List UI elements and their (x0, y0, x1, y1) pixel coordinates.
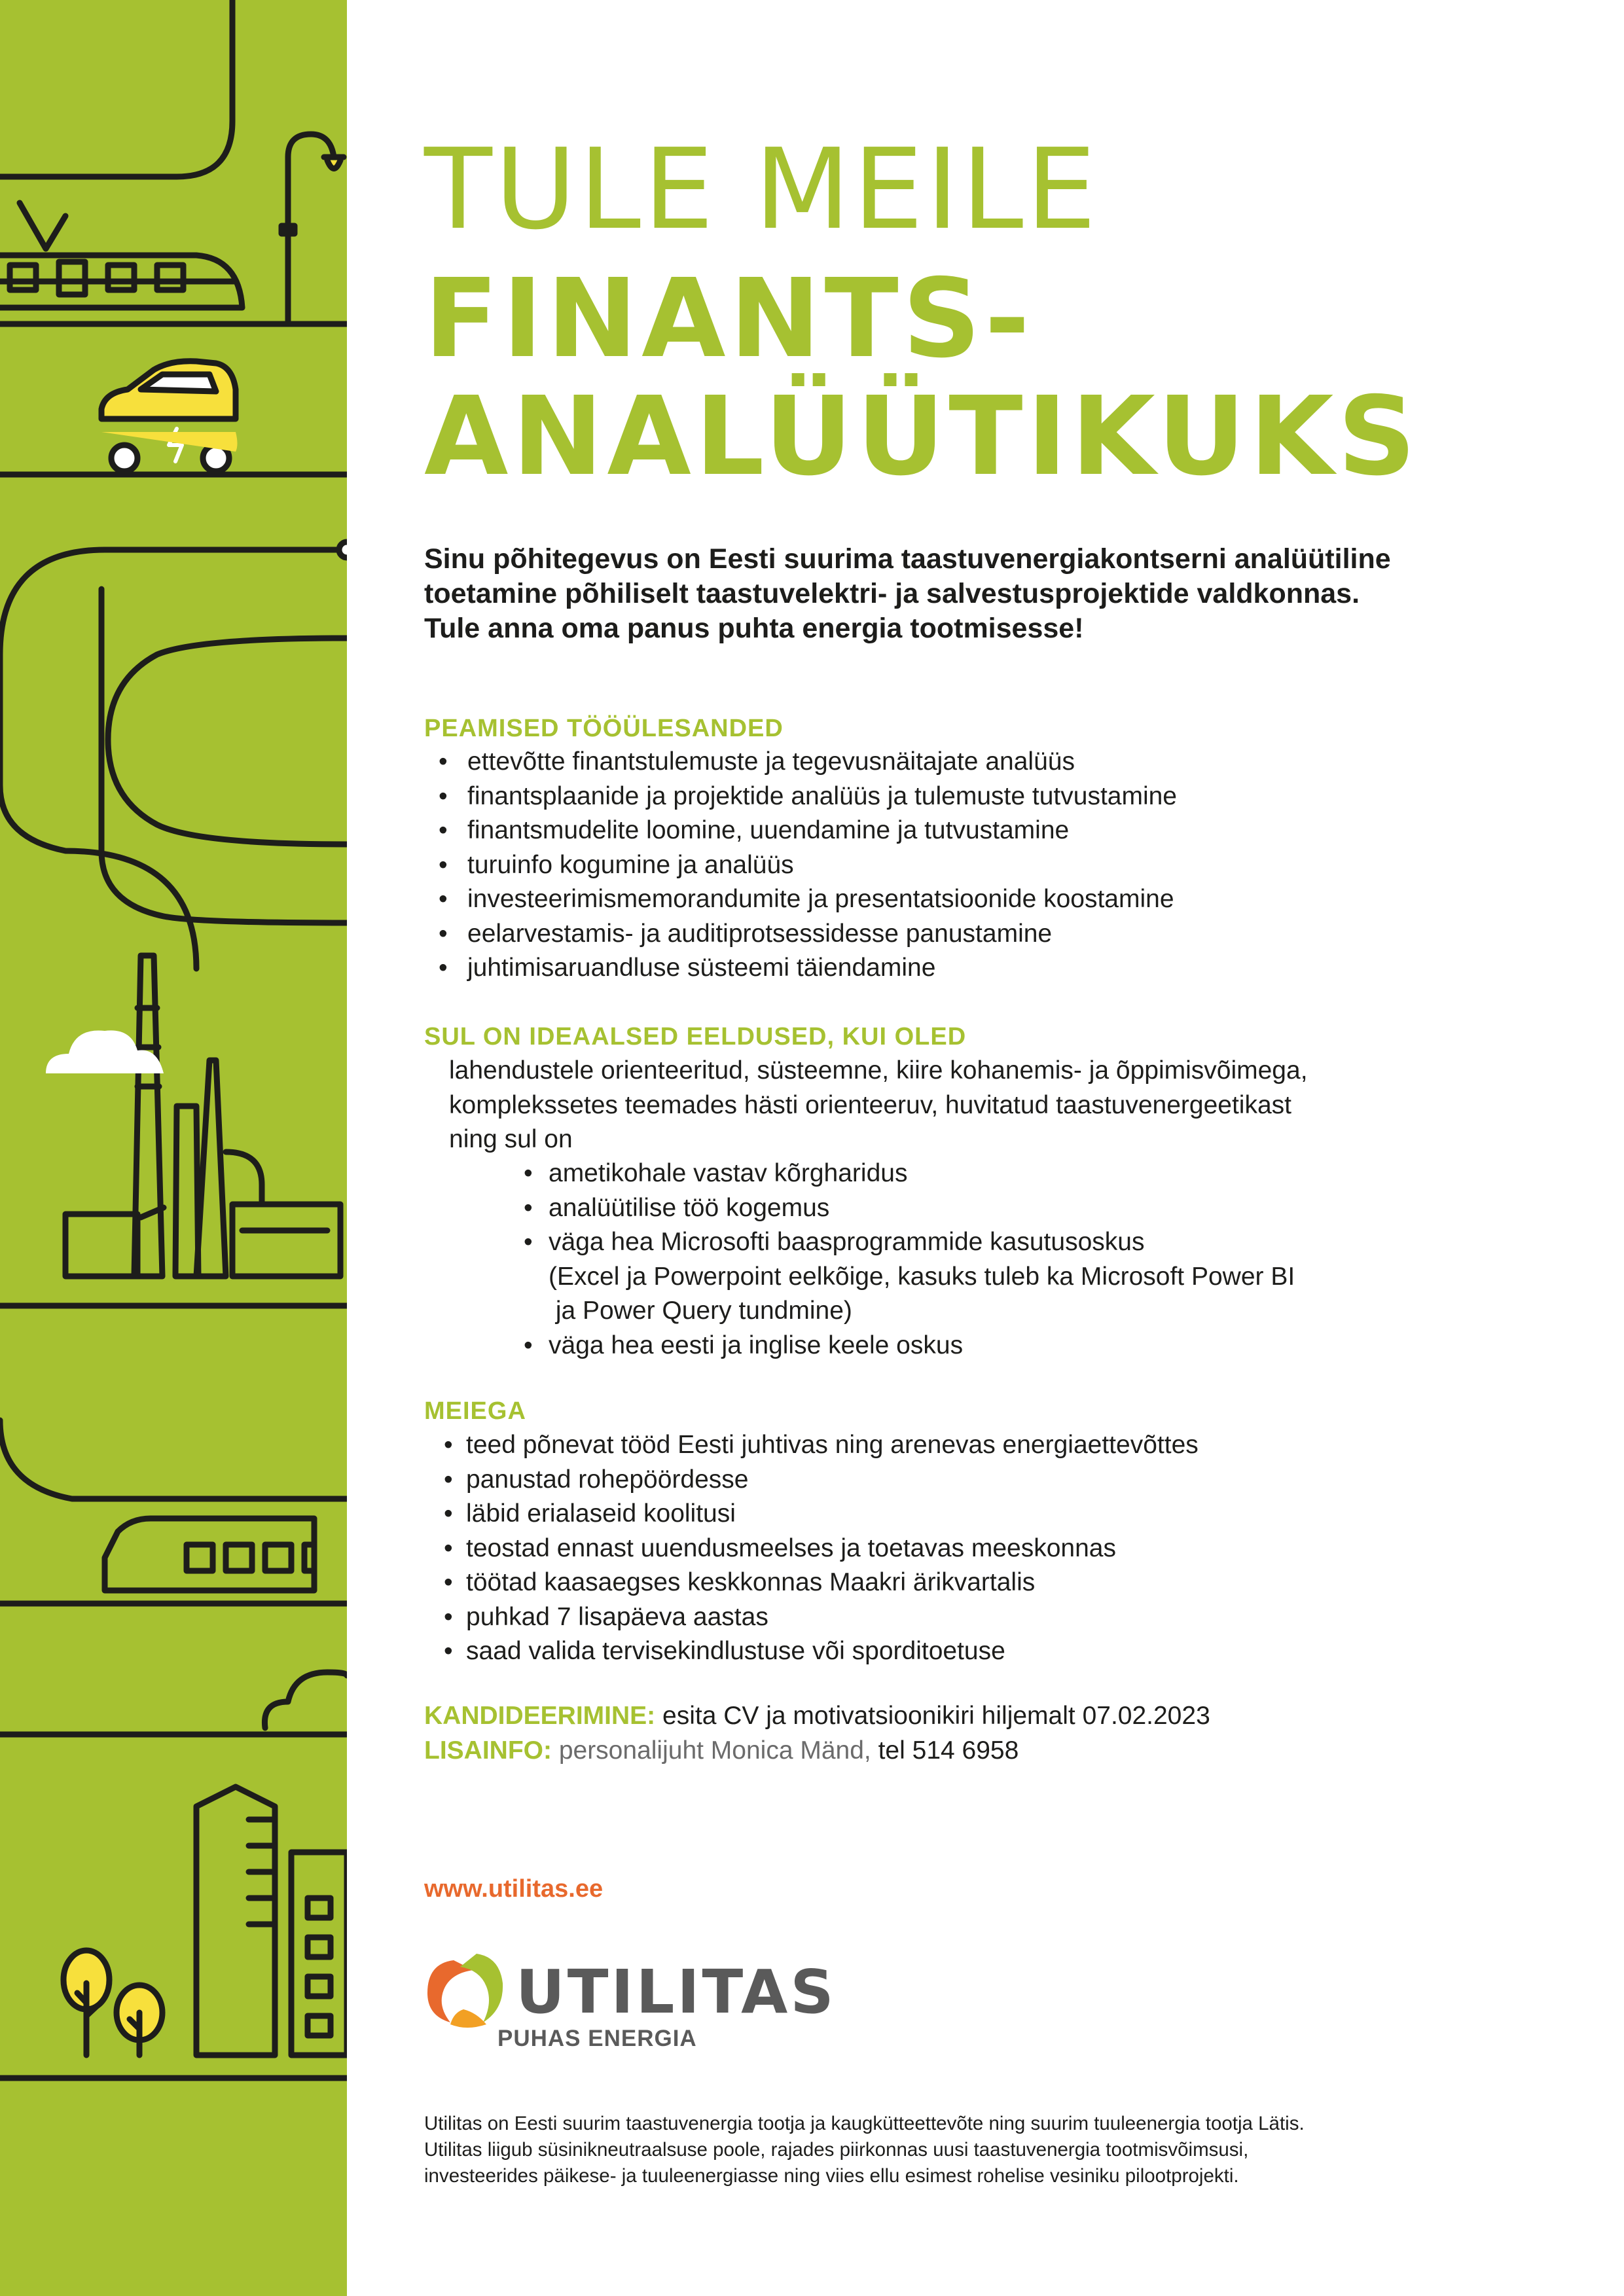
list-item: • töötad kaasaegses keskkonnas Maakri ärikvartalis (444, 1568, 1036, 1596)
paragraph-line: komplekssetes teemades hästi orienteeruv, huvitatud taastuvenergeetikast (449, 1090, 1291, 1119)
requirements-paragraph (449, 1054, 1308, 1157)
illustration-strip (0, 0, 347, 2296)
logo-tagline: PUHAS ENERGIA (497, 2026, 697, 2051)
car-icon (101, 361, 236, 471)
tree-icon (63, 1950, 162, 2055)
intro-line: Tule anna oma panus puhta energia tootmisesse! (424, 613, 1084, 644)
list-item-sub: ja Power Query tundmine) (549, 1297, 852, 1325)
list-item-sub: (Excel ja Powerpoint eelkõige, kasuks tuleb ka Microsoft Power BI (549, 1262, 1295, 1291)
list-item: • teed põnevat tööd Eesti juhtivas ning arenevas energiaettevõttes (444, 1431, 1199, 1459)
list-item: • investeerimismemorandumite ja presentatsioonide koostamine (439, 885, 1174, 913)
list-item: • panustad rohepöördesse (444, 1465, 749, 1494)
footer-line: Utilitas liigub süsinikneutraalsuse poole, rajades piirkonnas uusi taastuvenergia tootmisvõimsusi, (424, 2139, 1249, 2161)
intro-paragraph (424, 542, 1537, 646)
paragraph-line: ning sul on (449, 1125, 573, 1153)
street-lamp-icon (281, 134, 344, 321)
road-line (0, 0, 232, 177)
list-item: • väga hea eesti ja inglise keele oskus (524, 1331, 964, 1359)
footer-line: Utilitas on Eesti suurim taastuvenergia tootja ja kaugkütteettevõte ning suurim tuuleenergia tootja Lätis. (424, 2113, 1305, 2134)
list-item: • juhtimisaruandluse süsteemi täiendamine (439, 954, 936, 982)
building-icon (196, 1787, 347, 2055)
headline-line1: TULE MEILE (424, 125, 1099, 255)
utilitas-logo (424, 1947, 830, 2062)
headline-line2: FINANTS- (424, 256, 1034, 382)
list-item: • ettevõtte finantstulemuste ja tegevusnäitajate analüüs (439, 747, 1075, 776)
intro-line: Sinu põhitegevus on Eesti suurima taastuvenergiakontserni analüütiline (424, 543, 1391, 575)
svg-text:UTILITAS: UTILITAS (516, 1957, 830, 2027)
road-line (0, 655, 196, 969)
paragraph-line: lahendustele orienteeritud, süsteemne, kiire kohanemis- ja õppimisvõimega, (449, 1056, 1308, 1085)
offer-list (444, 1428, 1199, 1669)
cloud-icon (46, 1030, 164, 1073)
road-line (108, 638, 347, 844)
road-line (0, 1420, 347, 1499)
list-item: • analüütilise töö kogemus (524, 1193, 830, 1222)
apply-label: KANDIDEERIMINE: (424, 1702, 656, 1730)
factory-icon (65, 956, 340, 1276)
list-item: • ametikohale vastav kõrgharidus (524, 1159, 908, 1187)
requirements-list (524, 1157, 1295, 1363)
list-item: • eelarvestamis- ja auditiprotsessidesse panustamine (439, 919, 1053, 948)
offer-title: MEIEGA (424, 1397, 526, 1425)
tasks-list (439, 745, 1177, 986)
apply-text: esita CV ja motivatsioonikiri hiljemalt 07.02.2023 (655, 1702, 1210, 1730)
info-line (424, 1736, 1019, 1765)
train-icon (0, 1420, 347, 1604)
city-illustration (0, 0, 347, 2296)
website-link[interactable]: www.utilitas.ee (424, 1875, 604, 1903)
info-contact-name: personalijuht Monica Mänd, (551, 1736, 871, 1765)
headline-line3: ANALÜÜTIKUKS (424, 374, 1420, 500)
requirements-title: SUL ON IDEAALSED EELDUSED, KUI OLED (424, 1023, 967, 1050)
intro-line: toetamine põhiliselt taastuvelektri- ja salvestusprojektide valdkonnas. (424, 578, 1360, 609)
tram-icon (0, 203, 242, 308)
apply-line (424, 1702, 1210, 1731)
footer-text (424, 2111, 1305, 2189)
list-item: • saad valida tervisekindlustuse või sporditoetuse (444, 1637, 1005, 1665)
cloud-icon (264, 1672, 347, 1728)
tasks-title: PEAMISED TÖÖÜLESANDED (424, 715, 784, 742)
info-label: LISAINFO: (424, 1736, 552, 1765)
info-phone: tel 514 6958 (871, 1736, 1019, 1765)
list-item: • turuinfo kogumine ja analüüs (439, 850, 794, 879)
list-item: • läbid erialaseid koolitusi (444, 1499, 736, 1528)
list-item: • puhkad 7 lisapäeva aastas (444, 1602, 768, 1631)
footer-line: investeerides päikese- ja tuuleenergiasse ning viies ellu esimest rohelise vesiniku pilootprojekti. (424, 2165, 1239, 2187)
list-item: • finantsmudelite loomine, uuendamine ja tutvustamine (439, 816, 1070, 844)
logo-swirl-icon (427, 1954, 503, 2028)
list-item: • teostad ennast uuendusmeelses ja toetavas meeskonnas (444, 1534, 1116, 1562)
list-item: • finantsplaanide ja projektide analüüs ja tulemuste tutvustamine (439, 781, 1178, 810)
list-item: • väga hea Microsofti baasprogrammide kasutusoskus (524, 1228, 1145, 1256)
